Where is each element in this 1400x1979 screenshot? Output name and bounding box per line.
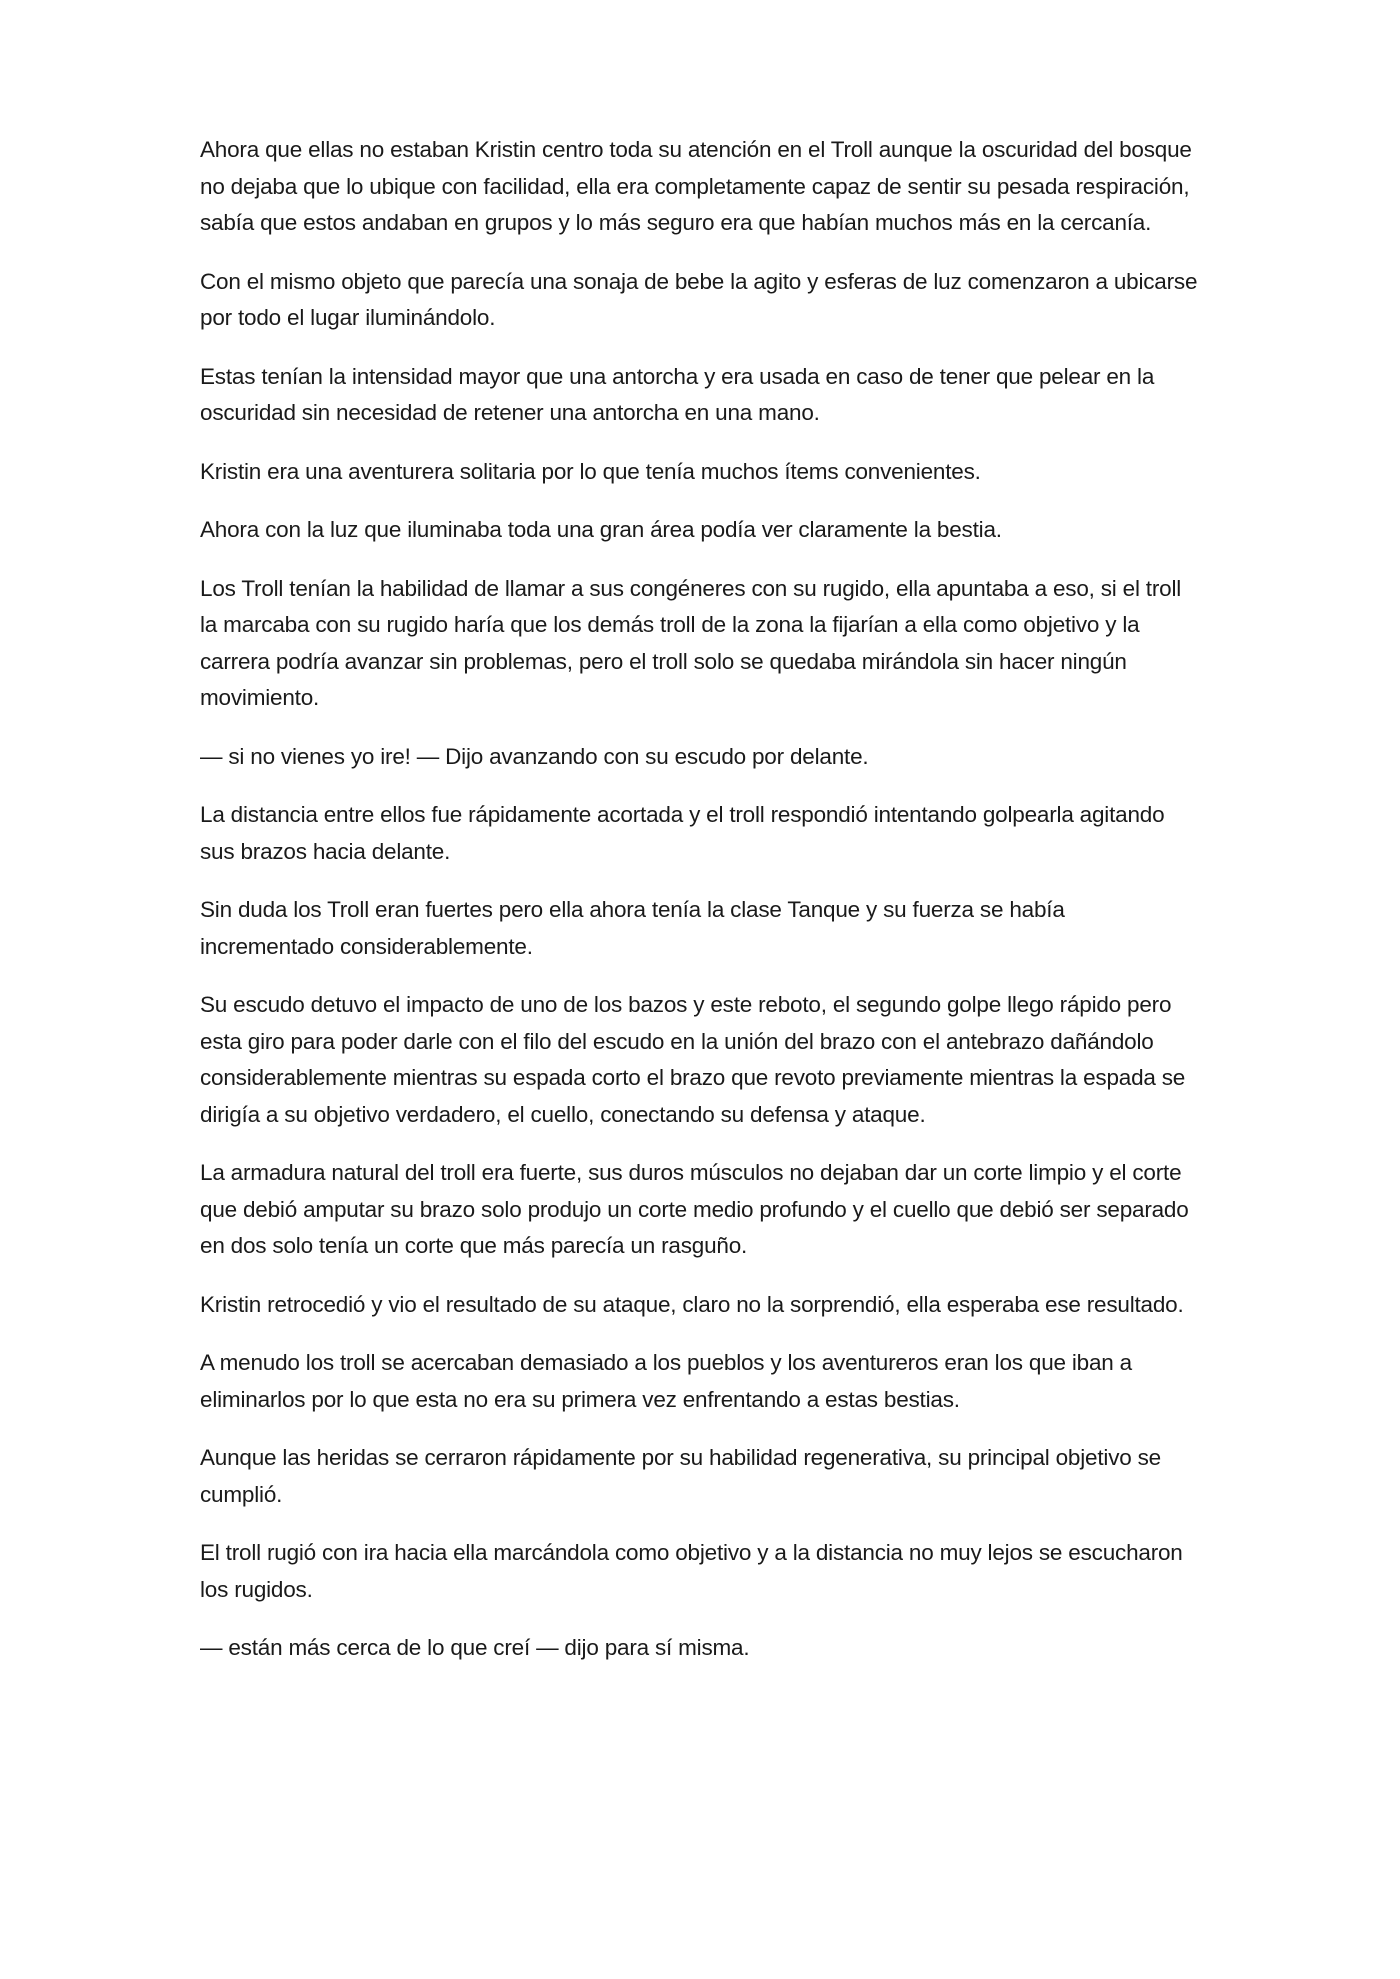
paragraph: Kristin era una aventurera solitaria por lo que tenía muchos ítems convenientes. [200, 458, 981, 484]
paragraph: Sin duda los Troll eran fuertes pero ella ahora tenía la clase Tanque y su fuerza se había incrementado considerablemente. [200, 897, 1065, 959]
paragraph: Estas tenían la intensidad mayor que una antorcha y era usada en caso de tener que pelear en la oscuridad sin necesidad de retener una antorcha en una mano. [200, 363, 1155, 425]
paragraph: — si no vienes yo ire! — Dijo avanzando con su escudo por delante. [200, 743, 869, 769]
document-body [200, 132, 1200, 1689]
paragraph: A menudo los troll se acercaban demasiado a los pueblos y los aventureros eran los que iban a eliminarlos por lo que esta no era su primera vez enfrentando a estas bestias. [200, 1350, 1132, 1412]
paragraph: Ahora que ellas no estaban Kristin centro toda su atención en el Troll aunque la oscuridad del bosque no dejaba que lo ubique con facilidad, ella era completamente capaz de sentir su pesada respiración, sabía que estos andaban en grupos y lo más seguro era que habían muchos más en la cercanía. [200, 137, 1192, 235]
paragraph: Los Troll tenían la habilidad de llamar a sus congéneres con su rugido, ella apuntaba a eso, si el troll la marcaba con su rugido haría que los demás troll de la zona la fijarían a ella como objetivo y la carrera podría avanzar sin problemas, pero el troll solo se quedaba mirándola sin hacer ningún movimiento. [200, 575, 1182, 710]
paragraph: La distancia entre ellos fue rápidamente acortada y el troll respondió intentando golpearla agitando sus brazos hacia delante. [200, 802, 1165, 864]
paragraph: La armadura natural del troll era fuerte, sus duros músculos no dejaban dar un corte limpio y el corte que debió amputar su brazo solo produjo un corte medio profundo y el cuello que debió ser separado en dos solo tenía un corte que más parecía un rasguño. [200, 1160, 1189, 1258]
paragraph: Kristin retrocedió y vio el resultado de su ataque, claro no la sorprendió, ella esperaba ese resultado. [200, 1291, 1184, 1317]
paragraph: — están más cerca de lo que creí — dijo para sí misma. [200, 1635, 750, 1660]
paragraph: El troll rugió con ira hacia ella marcándola como objetivo y a la distancia no muy lejos se escucharon los rugidos. [200, 1540, 1183, 1602]
paragraph: Ahora con la luz que iluminaba toda una gran área podía ver claramente la bestia. [200, 517, 1002, 542]
paragraph: Su escudo detuvo el impacto de uno de los bazos y este reboto, el segundo golpe llego rápido pero esta giro para poder darle con el filo del escudo en la unión del brazo con el antebrazo dañándolo considerablemente mientras su espada corto el brazo que revoto previamente mientras la espada se dirigía a su objetivo verdadero, el cuello, conectando su defensa y ataque. [200, 992, 1186, 1127]
paragraph: Con el mismo objeto que parecía una sonaja de bebe la agito y esferas de luz comenzaron a ubicarse por todo el lugar iluminándolo. [200, 268, 1198, 330]
paragraph: Aunque las heridas se cerraron rápidamente por su habilidad regenerativa, su principal objetivo se cumplió. [200, 1445, 1161, 1507]
